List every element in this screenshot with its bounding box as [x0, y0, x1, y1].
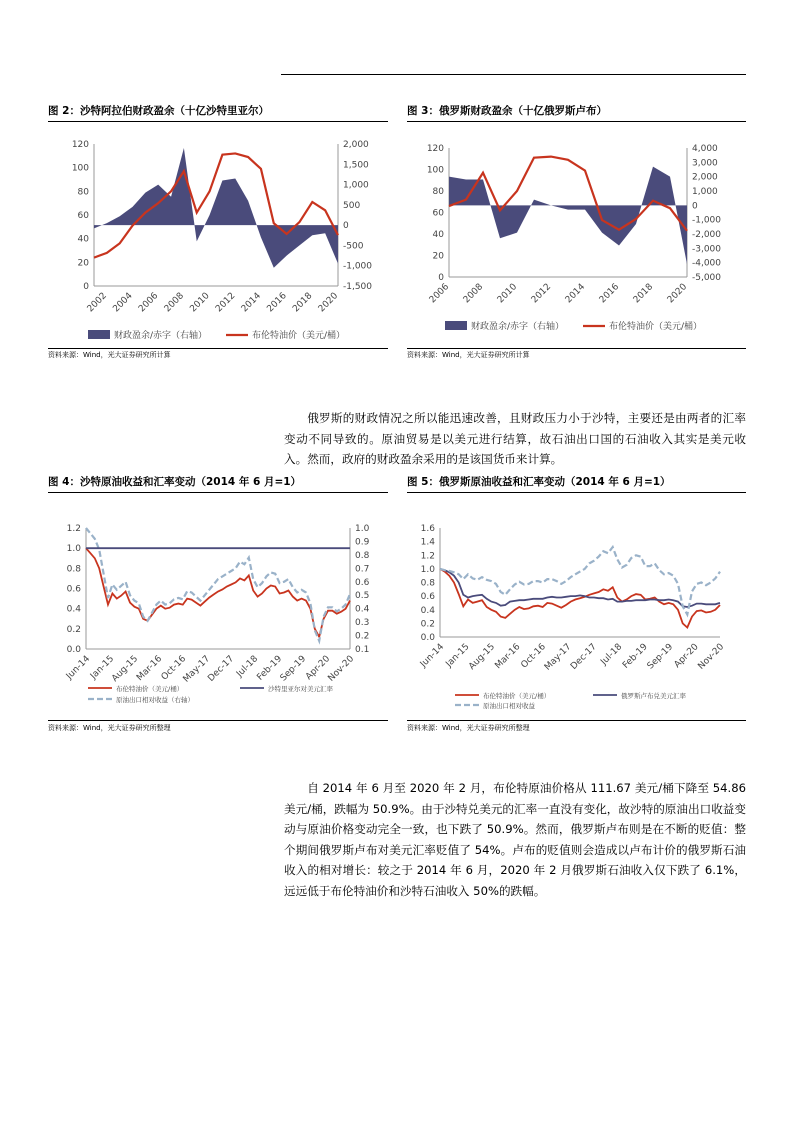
fig2-left-tick: 60 [77, 211, 89, 221]
paragraph-1-text: 俄罗斯的财政情况之所以能迅速改善，且财政压力小于沙特，主要还是由两者的汇率变动不同导致的。原油贸易是以美元进行结算，故石油出口国的石油收入其实是美元收入。然而，政府的财政盈余采用的是该国货币来计算。 [284, 411, 746, 466]
fig2-x-tick: 2012 [214, 291, 238, 315]
fig2-source: 资料来源：Wind，光大证券研究所计算 [48, 351, 171, 359]
fig5-left-tick: 0.2 [420, 619, 435, 630]
fig4-x-tick: Sep-19 [278, 654, 309, 684]
fig4-right-tick: 0.5 [355, 591, 370, 602]
fig5-x-tick: Nov-20 [696, 642, 727, 672]
fig3-right-tick: 2,000 [692, 172, 718, 183]
fig5-title: 图 5：俄罗斯原油收益和汇率变动（2014 年 6 月=1） [407, 476, 671, 488]
fig4-right-tick: 0.6 [355, 577, 370, 588]
fig4-x-tick: Jun-14 [64, 654, 93, 682]
fig3-legend-line-label: 布伦特油价（美元/桶） [609, 322, 703, 332]
fig4-x-tick: Jul-18 [234, 654, 261, 680]
fig3-right-tick: -3,000 [692, 244, 722, 255]
fig3-legend-area-swatch [445, 321, 467, 330]
fig4-x-tick: Nov-20 [326, 654, 357, 684]
fig5-left-tick: 0.8 [420, 578, 435, 589]
fig3-left-tick: 100 [426, 165, 444, 176]
fig4-right-tick: 0.9 [355, 537, 370, 548]
fig2-x-tick: 2020 [316, 291, 341, 315]
fig3-left-tick: 20 [432, 251, 444, 262]
fig5-title-rule [407, 492, 746, 493]
fig3-chart [407, 124, 746, 346]
fig2-chart [48, 124, 388, 346]
fig2-x-tick: 2008 [162, 291, 187, 315]
fig2-right-tick: 500 [343, 200, 361, 211]
fig5-x-tick: May-17 [542, 642, 574, 673]
fig3-left-tick: 40 [432, 230, 444, 240]
fig2-legend-line-label: 布伦特油价（美元/桶） [252, 331, 346, 341]
fig5-left-tick: 1.0 [420, 564, 435, 575]
paragraph-2 [284, 778, 746, 901]
fig4-left-tick: 0.2 [66, 624, 81, 635]
paragraph-2-text: 自 2014 年 6 月至 2020 年 2 月，布伦特原油价格从 111.67 美元/桶下降至 54.86 美元/桶，跌幅为 50.9%。由于沙特兑美元的汇率一直没有变化，故沙特的原油出口收益变动与原油价格变动完全一致，也下跌了 50.9%。然而，俄罗斯卢布则是在不断的贬值：整个期间俄罗斯卢布对美元汇率贬值了 54%。卢布的贬值则会造成以卢布计价的俄罗斯石油收入的相对增长：较之于 2014 年 6 月，2020 年 2 月俄罗斯石油收入仅下跌了 6.1%，远远低于布伦特油价和沙特石油收入 50%的跌幅。 [284, 781, 746, 898]
fig3-x-tick: 2006 [427, 282, 452, 306]
fig4-legend-label-2: 原油出口相对收益（右轴） [116, 696, 194, 704]
fig2-x-tick: 2016 [265, 291, 289, 315]
fig5-x-tick: Dec-17 [569, 642, 599, 672]
fig4-x-tick: Jan-15 [88, 654, 117, 682]
fig4-x-tick: Oct-16 [159, 654, 189, 683]
fig3-right-tick: -4,000 [692, 258, 722, 269]
fig5-x-tick: Apr-20 [672, 642, 701, 671]
fig2-x-tick: 2004 [111, 291, 135, 315]
fig2-x-tick: 2006 [137, 291, 161, 315]
fig5-left-tick: 1.2 [420, 551, 435, 562]
fig4-chart [48, 516, 388, 716]
fig3-source-rule [407, 348, 746, 349]
fig2-title-rule [48, 121, 388, 122]
fig3-right-tick: -1,000 [692, 215, 722, 226]
fig4-x-tick: Apr-20 [304, 654, 333, 683]
fig5-left-tick: 1.6 [420, 524, 435, 534]
fig3-left-tick: 120 [426, 144, 444, 154]
fig3-right-tick: -5,000 [692, 273, 722, 283]
fig2-surplus-area [94, 148, 338, 268]
fig2-left-tick: 100 [71, 163, 89, 174]
fig5-chart [407, 516, 746, 716]
fig3-right-tick: 0 [692, 201, 698, 212]
fig4-left-tick: 0.6 [66, 584, 81, 595]
fig4-x-tick: Mar-16 [135, 654, 165, 684]
fig4-left-tick: 0.0 [66, 645, 81, 655]
fig4-legend-label-0: 布伦特油价（美元/桶） [116, 685, 184, 693]
fig2-title: 图 2：沙特阿拉伯财政盈余（十亿沙特里亚尔） [48, 105, 269, 117]
fig4-title-rule [48, 492, 388, 493]
fig2-left-tick: 80 [77, 187, 89, 198]
fig2-x-tick: 2018 [291, 291, 315, 315]
fig4-source-rule [48, 720, 388, 721]
fig3-x-tick: 2020 [665, 282, 690, 306]
fig5-left-tick: 0.6 [420, 592, 435, 603]
fig4-series-0-line [86, 548, 350, 637]
fig4-title: 图 4：沙特原油收益和汇率变动（2014 年 6 月=1） [48, 476, 302, 488]
fig3-x-tick: 2018 [631, 282, 656, 306]
fig4-right-tick: 0.3 [355, 618, 370, 629]
fig5-left-tick: 0.0 [420, 633, 435, 643]
fig2-right-tick: 1,000 [343, 180, 369, 191]
fig5-x-tick: Feb-19 [621, 642, 650, 671]
fig4-right-tick: 1.0 [355, 524, 370, 534]
fig2-left-tick: 0 [83, 282, 89, 292]
fig5-x-tick: Jan-15 [444, 642, 472, 670]
fig2-right-tick: -1,500 [343, 282, 373, 292]
fig5-legend-label-2: 原油出口相对收益 [483, 702, 535, 710]
header-rule [281, 74, 746, 75]
fig4-right-tick: 0.7 [355, 564, 370, 575]
fig4-legend-label-1: 沙特里亚尔对美元汇率 [268, 685, 333, 693]
fig4-series-1-line [86, 528, 350, 641]
fig5-legend-label-0: 布伦特油价（美元/桶） [483, 692, 551, 700]
fig3-legend-area-label: 财政盈余/赤字（右轴） [471, 322, 565, 332]
fig2-right-tick: 2,000 [343, 140, 369, 150]
fig3-right-tick: 1,000 [692, 187, 718, 197]
fig4-left-tick: 1.0 [66, 544, 81, 555]
fig2-x-tick: 2014 [239, 291, 264, 315]
fig2-legend-area-swatch [88, 330, 110, 339]
fig5-legend-label-1: 俄罗斯卢布兑美元汇率 [621, 692, 686, 700]
fig3-left-tick: 60 [432, 208, 444, 219]
fig2-source-rule [48, 348, 388, 349]
fig5-left-tick: 0.4 [420, 605, 435, 616]
fig3-title: 图 3：俄罗斯财政盈余（十亿俄罗斯卢布） [407, 105, 607, 117]
fig5-left-tick: 1.4 [420, 537, 435, 548]
fig3-left-tick: 0 [438, 273, 444, 283]
fig2-left-tick: 20 [77, 258, 89, 269]
fig2-right-tick: 1,500 [343, 160, 369, 171]
fig2-right-tick: -500 [343, 241, 364, 252]
fig3-source: 资料来源：Wind，光大证券研究所计算 [407, 351, 530, 359]
fig2-x-tick: 2002 [85, 291, 109, 315]
fig3-x-tick: 2012 [529, 282, 554, 306]
fig2-x-tick: 2010 [188, 291, 212, 315]
fig4-x-tick: Aug-15 [110, 654, 141, 684]
fig5-x-tick: Sep-19 [645, 642, 676, 672]
fig3-right-tick: 4,000 [692, 144, 718, 154]
fig2-right-tick: 0 [343, 221, 349, 232]
fig3-x-tick: 2008 [461, 282, 486, 306]
fig4-x-tick: Feb-19 [255, 654, 285, 683]
fig4-right-tick: 0.1 [355, 645, 370, 655]
fig5-source-rule [407, 720, 746, 721]
fig4-right-tick: 0.8 [355, 550, 370, 561]
fig3-right-tick: -2,000 [692, 230, 722, 240]
fig3-title-rule [407, 121, 746, 122]
fig3-surplus-area [449, 167, 687, 264]
fig4-left-tick: 0.4 [66, 604, 81, 615]
fig4-source: 资料来源：Wind，光大证券研究所整理 [48, 724, 171, 732]
fig4-x-tick: May-17 [181, 654, 213, 685]
fig5-x-tick: Jun-14 [418, 642, 447, 670]
fig5-x-tick: Oct-16 [519, 642, 548, 671]
fig3-left-tick: 80 [432, 187, 444, 197]
fig5-x-tick: Jul-18 [599, 642, 625, 668]
fig4-x-tick: Dec-17 [206, 654, 237, 684]
fig4-right-tick: 0.4 [355, 604, 370, 615]
fig3-x-tick: 2010 [495, 282, 520, 306]
fig4-left-tick: 0.8 [66, 564, 81, 575]
fig2-right-tick: -1,000 [343, 261, 373, 272]
fig3-x-tick: 2016 [597, 282, 622, 306]
fig4-right-tick: 0.2 [355, 631, 370, 642]
fig2-left-tick: 40 [77, 234, 89, 245]
paragraph-1 [284, 408, 746, 470]
fig3-right-tick: 3,000 [692, 158, 718, 169]
fig5-x-tick: Mar-16 [493, 642, 523, 672]
fig3-x-tick: 2014 [563, 282, 588, 306]
fig5-series-2-line [440, 547, 720, 614]
fig5-source: 资料来源：Wind，光大证券研究所整理 [407, 724, 530, 732]
fig2-left-tick: 120 [71, 140, 89, 150]
fig4-left-tick: 1.2 [66, 524, 81, 534]
fig5-x-tick: Aug-15 [467, 642, 498, 672]
fig2-legend-area-label: 财政盈余/赤字（右轴） [114, 331, 208, 341]
